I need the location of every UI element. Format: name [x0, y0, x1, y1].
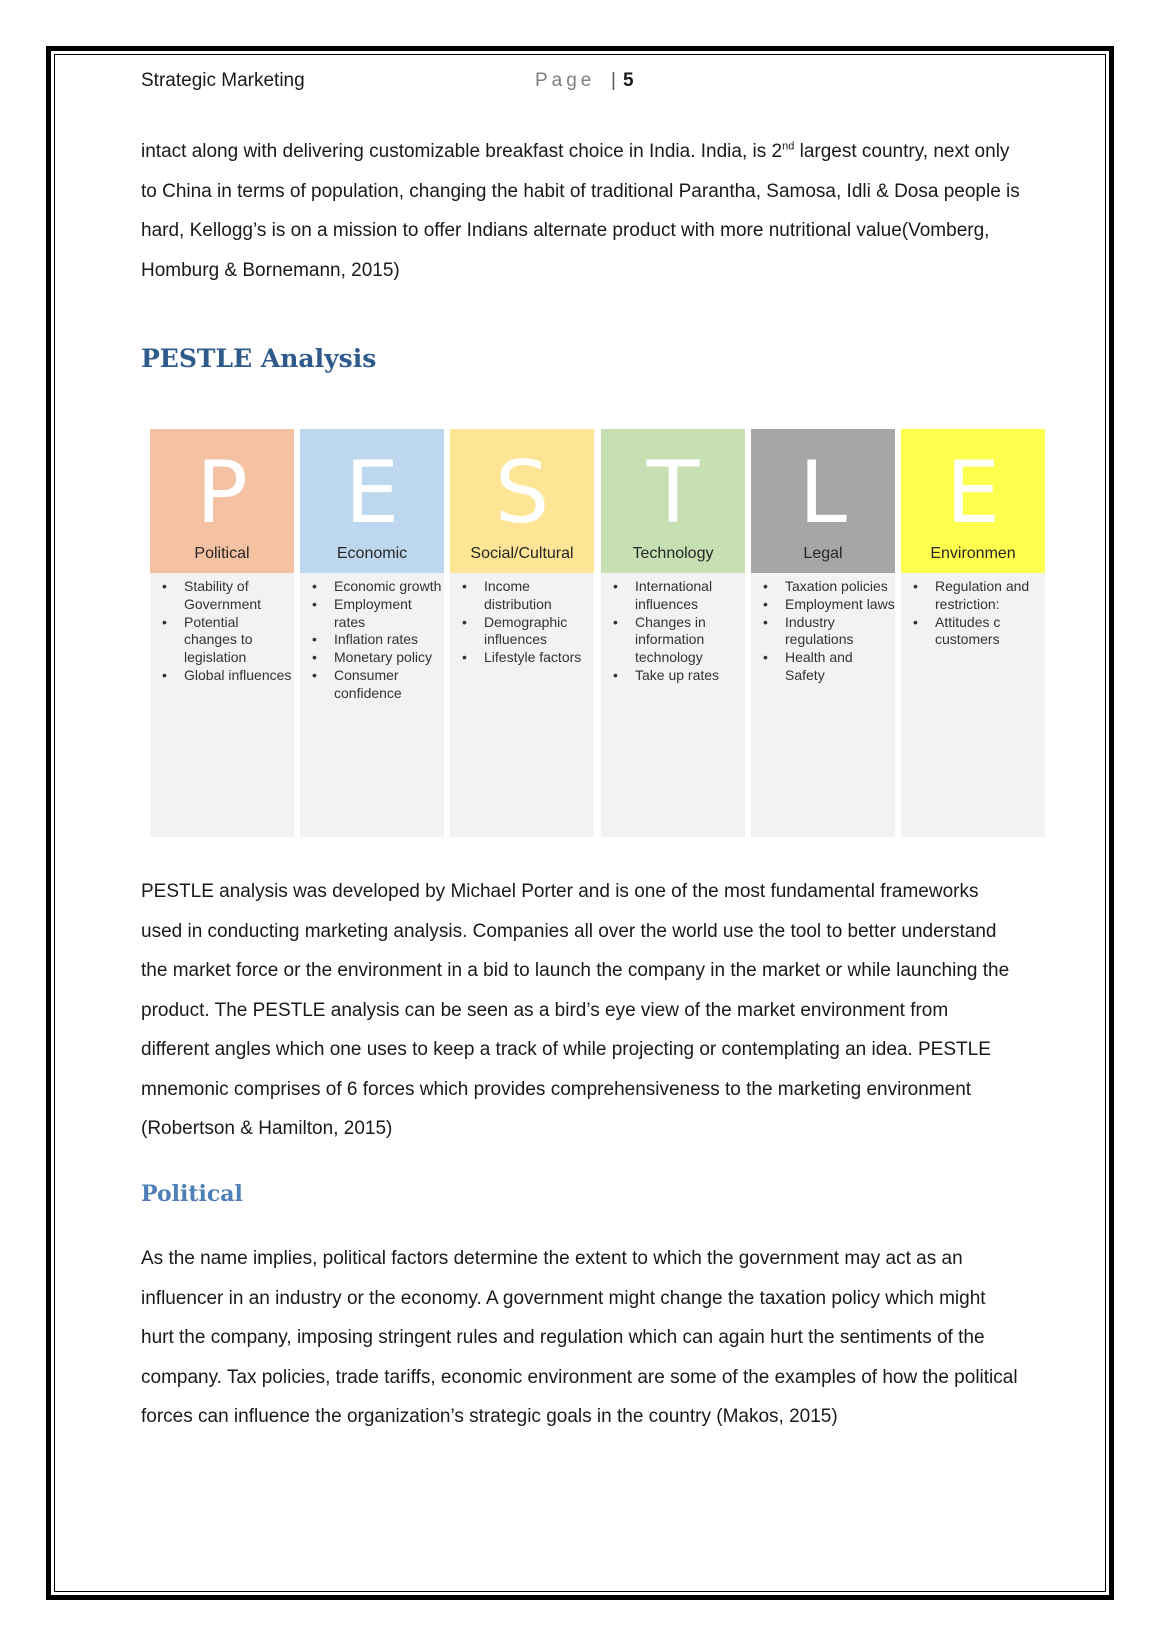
page-label: Page	[535, 70, 596, 91]
pestle-column-environmen	[901, 429, 1045, 837]
pestle-column-header	[601, 429, 745, 573]
pestle-column-technology	[601, 429, 745, 837]
pestle-factor-list	[300, 578, 444, 703]
page-separator: |	[611, 70, 616, 91]
pestle-factor-item: • Global influences	[184, 667, 294, 685]
pestle-factor-item: • Changes in information technology	[635, 614, 745, 667]
pestle-factor-item: • Regulation and restriction:	[935, 578, 1045, 614]
intro-paragraph: intact along with delivering customizable breakfast choice in India. India, is 2nd largest country, next only to China in terms of population, changing the habit of traditional Parantha, Samosa, Idli & Dosa people is hard, Kellogg’s is on a mission to offer Indians alternate product with more nutritional value(Vomberg, Homburg & Bornemann, 2015)	[141, 140, 1020, 281]
page-header	[141, 70, 1021, 98]
pestle-factor-list	[450, 578, 594, 667]
pestle-factor-name: Environmen	[930, 545, 1016, 562]
pestle-factor-item: • Employment laws	[785, 596, 895, 614]
pestle-paragraph: PESTLE analysis was developed by Michael Porter and is one of the most fundamental frameworks used in conducting marketing analysis. Companies all over the world use the tool to better understand the market force or the environment in a bid to launch the company in the market or while launching the product. The PESTLE analysis can be seen as a bird’s eye view of the market environment from different angles which one uses to keep a track of while projecting or contemplating an idea. PESTLE mnemonic comprises of 6 forces which provides comprehensiveness to the marketing environment (Robertson & Hamilton, 2015)	[141, 881, 1010, 1139]
pestle-analysis-heading: PESTLE Analysis	[141, 344, 377, 373]
pestle-letter: T	[646, 443, 700, 543]
pestle-factor-item: • Consumer confidence	[334, 667, 444, 703]
pestle-factor-list	[601, 578, 745, 685]
pestle-column-economic	[300, 429, 444, 837]
pestle-letter: L	[799, 443, 847, 543]
pestle-letter: E	[945, 443, 1001, 543]
pestle-diagram	[150, 429, 1030, 837]
pestle-factor-item: • Health and Safety	[785, 649, 895, 685]
pestle-column-legal	[751, 429, 895, 837]
pestle-factor-item: • Economic growth	[334, 578, 444, 596]
pestle-column-header	[751, 429, 895, 573]
pestle-column-header	[450, 429, 594, 573]
pestle-factor-item: • Industry regulations	[785, 614, 895, 650]
pestle-factor-item: • International influences	[635, 578, 745, 614]
pestle-factor-item: • Demographic influences	[484, 614, 594, 650]
pestle-column-header	[150, 429, 294, 573]
political-heading: Political	[141, 1181, 243, 1207]
pestle-letter: S	[494, 443, 550, 543]
pestle-factor-name: Social/Cultural	[470, 545, 574, 562]
pestle-factor-item: • Monetary policy	[334, 649, 444, 667]
pestle-factor-item: • Taxation policies	[785, 578, 895, 596]
pestle-column-social-cultural	[450, 429, 594, 837]
pestle-factor-item: • Stability of Government	[184, 578, 294, 614]
page-number: 5	[623, 70, 634, 91]
pestle-factor-list	[901, 578, 1045, 649]
pestle-column-header	[300, 429, 444, 573]
pestle-column-political	[150, 429, 294, 837]
pestle-factor-item: • Income distribution	[484, 578, 594, 614]
document-title: Strategic Marketing	[141, 70, 305, 91]
pestle-factor-name: Political	[194, 545, 250, 562]
pestle-factor-item: • Inflation rates	[334, 631, 444, 649]
pestle-factor-list	[751, 578, 895, 685]
pestle-letter: P	[196, 443, 248, 543]
pestle-column-header	[901, 429, 1045, 573]
pestle-factor-list	[150, 578, 294, 685]
pestle-factor-item: • Lifestyle factors	[484, 649, 594, 667]
pestle-factor-name: Technology	[632, 545, 714, 562]
pestle-factor-item: • Potential changes to legislation	[184, 614, 294, 667]
pestle-factor-name: Economic	[336, 545, 408, 562]
pestle-factor-item: • Employment rates	[334, 596, 444, 632]
pestle-factor-name: Legal	[803, 545, 843, 562]
pestle-letter: E	[344, 443, 400, 543]
pestle-factor-item: • Attitudes c customers	[935, 614, 1045, 650]
political-paragraph: As the name implies, political factors determine the extent to which the government may act as an influencer in an industry or the economy. A government might change the taxation policy which might hurt the company, imposing stringent rules and regulation which can again hurt the sentiments of the company. Tax policies, trade tariffs, economic environment are some of the examples of how the political forces can influence the organization’s strategic goals in the country (Makos, 2015)	[141, 1248, 1018, 1427]
pestle-factor-item: • Take up rates	[635, 667, 745, 685]
